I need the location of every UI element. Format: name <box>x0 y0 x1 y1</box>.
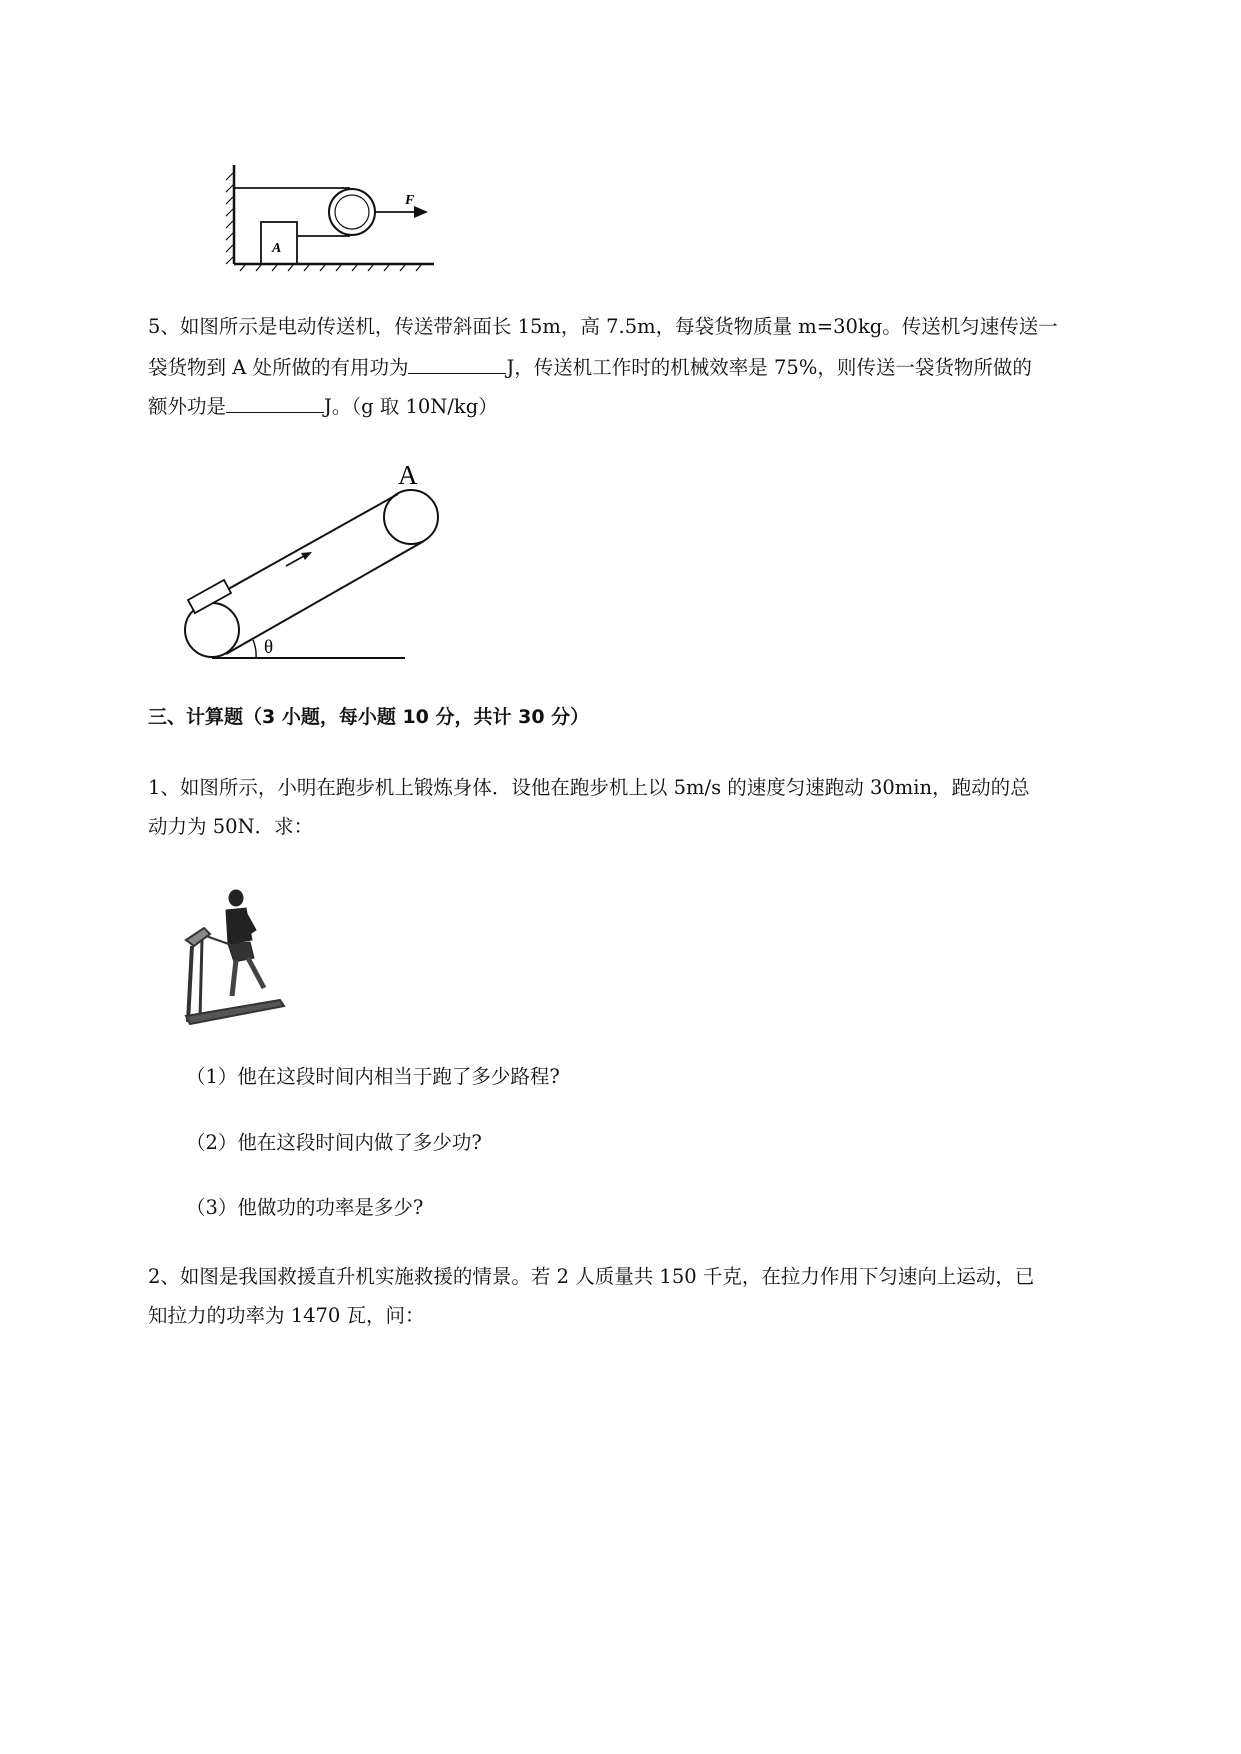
q5-line-1: 5、如图所示是电动传送机，传送带斜面长 15m，高 7.5m，每袋货物质量 m=30kg。传送机匀速传送一 <box>148 315 1058 338</box>
q5-line-2-after: J，传送机工作时的机械效率是 75%，则传送一袋货物所做的 <box>506 356 1032 379</box>
force-arrow-head <box>414 206 428 218</box>
answer-blank-extra-work[interactable] <box>226 392 324 413</box>
q5-line-2 <box>148 353 1032 381</box>
q5-line-3 <box>148 392 498 420</box>
treadmill-upright-2 <box>200 940 202 1018</box>
force-label: F <box>405 193 415 208</box>
pulley-figure <box>222 160 444 272</box>
answer-blank-useful-work[interactable] <box>408 353 506 374</box>
c1-line-2: 动力为 50N．求： <box>148 815 314 838</box>
runner-leg-left <box>232 960 236 996</box>
section-heading: 三、计算题（3 小题，每小题 10 分，共计 30 分） <box>148 706 590 728</box>
q5-line-3-before: 额外功是 <box>148 395 227 418</box>
c1-line-1: 1、如图所示，小明在跑步机上锻炼身体．设他在跑步机上以 5m/s 的速度匀速跑动 30min，跑动的总 <box>148 776 1030 799</box>
cargo-bag <box>188 580 231 613</box>
conveyor-figure <box>168 452 458 674</box>
c1-sub-2: （2）他在这段时间内做了多少功? <box>186 1131 482 1154</box>
q5-line-3-after: J。（g 取 10N/kg） <box>324 395 498 418</box>
point-a-label: A <box>398 460 418 490</box>
c1-sub-3: （3）他做功的功率是多少? <box>186 1196 424 1219</box>
direction-arrow-line <box>286 556 304 566</box>
runner-leg-right <box>248 958 264 988</box>
pulley <box>329 189 375 235</box>
angle-arc <box>253 640 256 658</box>
runner-head <box>229 890 243 906</box>
q5-line-2-before: 袋货物到 A 处所做的有用功为 <box>148 356 409 379</box>
pulley-inner <box>335 195 369 229</box>
treadmill-upright <box>188 946 192 1022</box>
block-label: A <box>272 241 282 256</box>
belt-bottom <box>226 541 424 654</box>
c1-sub-1: （1）他在这段时间内相当于跑了多少路程? <box>186 1065 560 1088</box>
c2-line-2: 知拉力的功率为 1470 瓦，问： <box>148 1304 425 1327</box>
angle-label: θ <box>264 637 274 658</box>
treadmill-figure <box>180 888 292 1034</box>
c2-line-1: 2、如图是我国救援直升机实施救援的情景。若 2 人质量共 150 千克，在拉力作用下匀速向上运动，已 <box>148 1265 1035 1288</box>
